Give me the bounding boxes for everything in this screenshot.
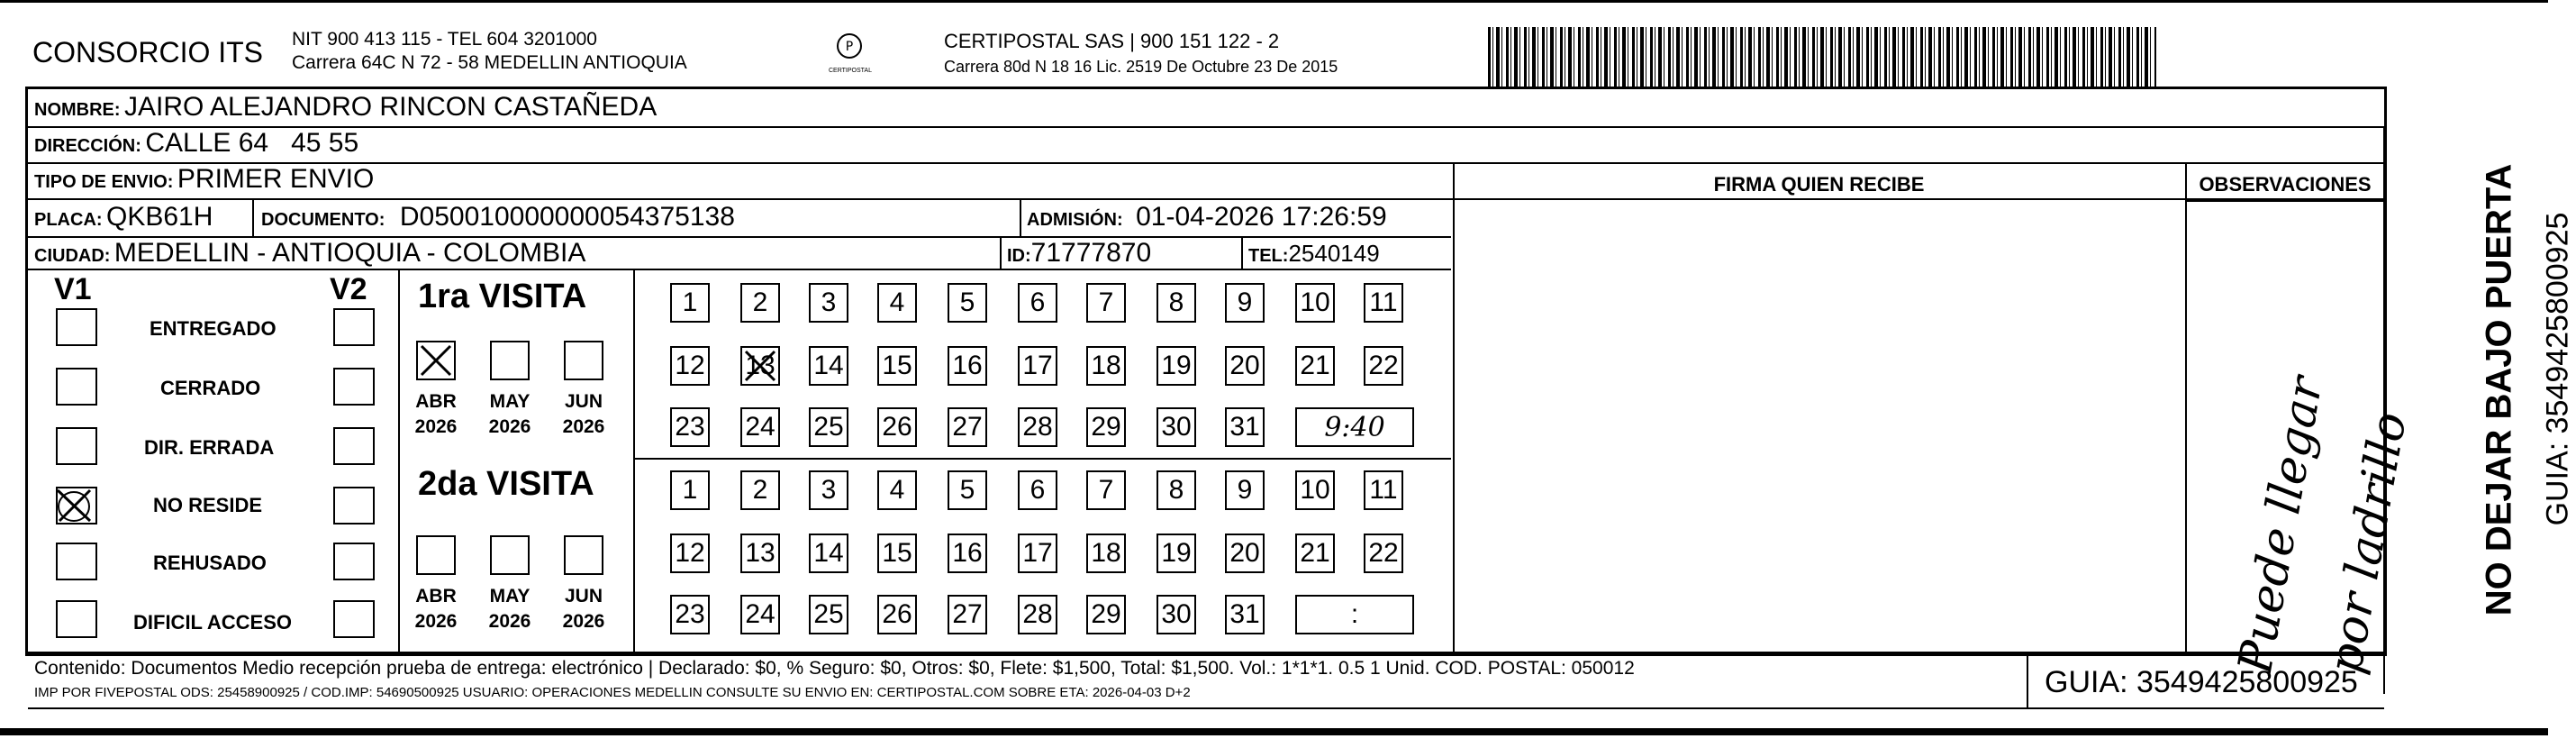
visit-1-day-8[interactable]: 8 [1156,283,1196,323]
visit-1-day-19[interactable]: 19 [1156,346,1196,386]
visit-2-day-4[interactable]: 4 [877,470,917,510]
visit-2-title: 2da VISITA [418,465,594,503]
visit-2-day-15[interactable]: 15 [877,534,917,573]
visit-1-day-28[interactable]: 28 [1018,407,1057,447]
visit-2-day-30[interactable]: 30 [1156,595,1196,634]
visit-1-month-jun: JUN 2026 [562,391,605,437]
visit-1-day-7[interactable]: 7 [1086,283,1126,323]
observaciones-header: OBSERVACIONES [2199,173,2372,196]
visit-2-day-8[interactable]: 8 [1156,470,1196,510]
footer-guia-number: GUIA: 3549425800925 [2045,665,2358,699]
company-nit: NIT 900 413 115 - TEL 604 3201000 [292,29,597,50]
visit-2-day-11[interactable]: 11 [1364,470,1403,510]
visit-2-time-box[interactable]: : [1295,595,1414,634]
visit-1-month-abr: ABR 2026 [414,391,458,437]
visit-2-day-22[interactable]: 22 [1364,534,1403,573]
tel-field [1248,240,1380,268]
visit-2-day-17[interactable]: 17 [1018,534,1057,573]
observation-handwriting-1: Puede llegar [2227,372,2334,679]
visit-1-month-abr-checkbox[interactable] [416,341,456,380]
visit-1-day-27[interactable]: 27 [948,407,987,447]
v2-header: V2 [330,272,367,306]
visit-2-month-abr: ABR 2026 [414,586,458,632]
visit-2-day-24[interactable]: 24 [740,595,780,634]
visit-1-month-may-checkbox[interactable] [490,341,530,380]
ciudad-label: CIUDAD: [34,246,111,266]
visit-1-day-17[interactable]: 17 [1018,346,1057,386]
status-dir-errada: DIR. ERRADA [144,436,275,459]
visit-2-day-7[interactable]: 7 [1086,470,1126,510]
visit-1-day-20[interactable]: 20 [1225,346,1265,386]
check-mark-icon [54,487,95,525]
visit-1-day-5[interactable]: 5 [948,283,987,323]
logo-text: CERTIPOSTAL [829,68,872,74]
ciudad-field [34,238,585,269]
scan-edge-bottom [0,728,2548,735]
ciudad-value: MEDELLIN - ANTIOQUIA - COLOMBIA [113,238,586,268]
v2-checkbox-rehusado[interactable] [333,543,375,580]
tel-label: TEL: [1248,246,1289,266]
visit-2-day-10[interactable]: 10 [1295,470,1335,510]
visit-1-day-4[interactable]: 4 [877,283,917,323]
status-dificil-acceso: DIFICIL ACCESO [133,611,293,634]
status-no-reside: NO RESIDE [153,494,263,516]
nombre-value: JAIRO ALEJANDRO RINCON CASTAÑEDA [124,92,658,122]
company-name: CONSORCIO ITS [32,36,264,68]
documento-label: DOCUMENTO: [261,210,385,230]
v2-checkbox-no-reside[interactable] [333,487,375,525]
direccion-label: DIRECCIÓN: [34,136,141,156]
visit-2-day-5[interactable]: 5 [948,470,987,510]
visit-2-day-20[interactable]: 20 [1225,534,1265,573]
visit-1-day-14[interactable]: 14 [809,346,848,386]
id-label: ID: [1007,246,1031,266]
visit-2-month-jun-checkbox[interactable] [564,535,603,575]
visit-1-day-3[interactable]: 3 [809,283,848,323]
admision-value: 01-04-2026 17:26:59 [1136,202,1387,232]
visit-1-day-15[interactable]: 15 [877,346,917,386]
visit-2-day-18[interactable]: 18 [1086,534,1126,573]
admision-label: ADMISIÓN: [1027,210,1123,230]
visit-2-day-6[interactable]: 6 [1018,470,1057,510]
visit-2-day-26[interactable]: 26 [877,595,917,634]
v2-checkbox-dificil-acceso[interactable] [333,600,375,638]
visit-1-day-31[interactable]: 31 [1225,407,1265,447]
status-rehusado: REHUSADO [153,552,267,574]
visit-1-day-25[interactable]: 25 [809,407,848,447]
visit-2-day-16[interactable]: 16 [948,534,987,573]
placa-label: PLACA: [34,210,103,230]
placa-value: QKB61H [106,202,213,232]
visit-1-day-12[interactable]: 12 [670,346,710,386]
visit-2-day-14[interactable]: 14 [809,534,848,573]
id-value: 71777870 [1030,238,1152,268]
certipostal-logo [829,31,870,72]
visit-1-month-may: MAY 2026 [488,391,531,437]
visit-2-month-may-checkbox[interactable] [490,535,530,575]
visit-1-day-30[interactable]: 30 [1156,407,1196,447]
visit-1-day-26[interactable]: 26 [877,407,917,447]
svg-text:P: P [845,40,854,54]
id-field [1007,238,1151,269]
no-dejar-bajo-puerta-label: NO DEJAR BAJO PUERTA [2479,163,2519,616]
footer-imp: IMP POR FIVEPOSTAL ODS: 25458900925 / COD.IMP: 54690500925 USUARIO: OPERACIONES MEDELLIN CONSULTE SU ENVIO EN: CERTIPOSTAL.COM SOBRE ETA: 2026-04-03 D+2 [34,685,1191,700]
visit-1-day-13[interactable]: 13 [740,346,780,386]
v2-checkbox-cerrado[interactable] [333,368,375,406]
check-mark-icon [740,346,780,386]
guide-form [25,87,2387,656]
visit-1-day-22[interactable]: 22 [1364,346,1403,386]
visit-1-day-23[interactable]: 23 [670,407,710,447]
visit-1-title: 1ra VISITA [418,278,587,315]
visit-1-day-10[interactable]: 10 [1295,283,1335,323]
v1-checkbox-no-reside[interactable] [56,487,97,525]
tipo-envio-field [34,164,374,195]
admision-field [1027,202,1387,233]
v1-checkbox-entregado[interactable] [56,308,97,346]
visit-2-day-9[interactable]: 9 [1225,470,1265,510]
visit-2-day-31[interactable]: 31 [1225,595,1265,634]
visit-2-day-1[interactable]: 1 [670,470,710,510]
v1-checkbox-dificil-acceso[interactable] [56,600,97,638]
visit-1-day-2[interactable]: 2 [740,283,780,323]
status-cerrado: CERRADO [160,377,261,399]
visit-2-day-2[interactable]: 2 [740,470,780,510]
visit-2-day-25[interactable]: 25 [809,595,848,634]
visit-1-day-9[interactable]: 9 [1225,283,1265,323]
documento-field [261,202,735,233]
visit-2-day-28[interactable]: 28 [1018,595,1057,634]
v1-header: V1 [54,272,92,306]
certipostal-name: CERTIPOSTAL SAS | 900 151 122 - 2 [944,30,1280,52]
visit-2-day-13[interactable]: 13 [740,534,780,573]
visit-2-day-29[interactable]: 29 [1086,595,1126,634]
footer-contenido: Contenido: Documentos Medio recepción prueba de entrega: electrónico | Declarado: $0, % Seguro: $0, Otros: $0, Flete: $1,500, Total: $1,500. Vol.: 1*1*1. 0.5 1 Unid. COD. POSTAL: 050012 [34,658,1635,679]
scan-edge-top [0,0,2548,3]
status-entregado: ENTREGADO [150,317,277,340]
nombre-field [34,92,657,123]
direccion-value: CALLE 64 45 55 [145,128,359,158]
certipostal-license: Carrera 80d N 18 16 Lic. 2519 De Octubre 23 De 2015 [944,58,1338,76]
v1-checkbox-cerrado[interactable] [56,368,97,406]
documento-value: D050010000000054375138 [399,202,735,232]
visit-1-day-21[interactable]: 21 [1295,346,1335,386]
tipo-envio-value: PRIMER ENVIO [177,164,375,194]
visit-1-day-18[interactable]: 18 [1086,346,1126,386]
barcode [1488,27,2156,88]
placa-field [34,202,213,233]
company-address: Carrera 64C N 72 - 58 MEDELLIN ANTIOQUIA [292,52,687,73]
visit-2-day-3[interactable]: 3 [809,470,848,510]
direccion-field [34,128,358,159]
nombre-label: NOMBRE: [34,100,121,120]
visit-1-day-11[interactable]: 11 [1364,283,1403,323]
v1-checkbox-rehusado[interactable] [56,543,97,580]
visit-1-day-16[interactable]: 16 [948,346,987,386]
v2-checkbox-dir-errada[interactable] [333,427,375,465]
visit-1-day-6[interactable]: 6 [1018,283,1057,323]
visit-2-month-jun: JUN 2026 [562,586,605,632]
visit-2-day-19[interactable]: 19 [1156,534,1196,573]
side-guia-number: GUIA: 3549425800925 [2540,212,2575,526]
visit-2-day-12[interactable]: 12 [670,534,710,573]
check-mark-icon [416,341,456,380]
visit-2-day-21[interactable]: 21 [1295,534,1335,573]
visit-2-month-abr-checkbox[interactable] [416,535,456,575]
tipo-envio-label: TIPO DE ENVIO: [34,172,174,192]
observation-handwriting-2: por ladrillo [2317,408,2417,679]
visit-2-day-23[interactable]: 23 [670,595,710,634]
visit-1-month-jun-checkbox[interactable] [564,341,603,380]
visit-2-day-27[interactable]: 27 [948,595,987,634]
firma-header: FIRMA QUIEN RECIBE [1713,173,1925,196]
visit-2-month-may: MAY 2026 [488,586,531,632]
v1-checkbox-dir-errada[interactable] [56,427,97,465]
v2-checkbox-entregado[interactable] [333,308,375,346]
visit-1-day-1[interactable]: 1 [670,283,710,323]
visit-1-time-box[interactable]: 9:40 [1295,407,1414,447]
visit-1-day-29[interactable]: 29 [1086,407,1126,447]
visit-1-day-24[interactable]: 24 [740,407,780,447]
tel-value: 2540149 [1288,240,1380,267]
